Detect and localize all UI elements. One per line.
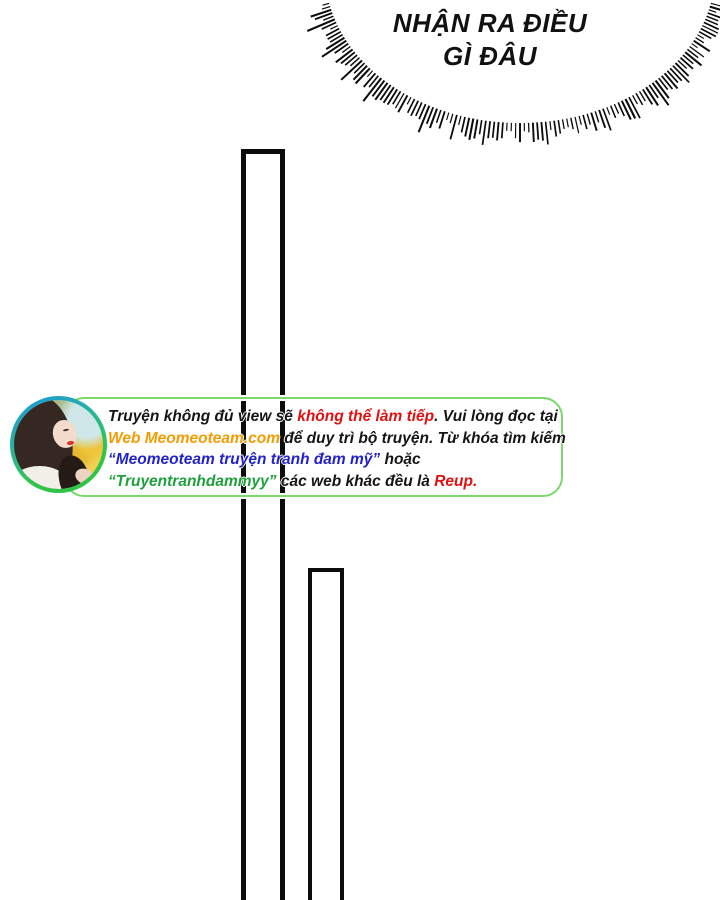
note-text-segment: Reup. [434,472,478,490]
note-text-segment: Web Meomeoteam.com [108,429,280,447]
panel-bar-left [241,149,285,900]
note-text-segment: . Vui lòng đọc tại [434,408,558,425]
speech-bubble-text [340,7,640,73]
avatar [10,396,107,493]
note-text-segment: để duy trì bộ truyện. Từ khóa tìm kiếm [279,429,566,447]
note-text-segment: “Meomeoteam truyện tranh đam mỹ” [108,451,381,468]
note-line [108,449,556,471]
note-line [108,406,556,428]
note-text-segment: các web khác đều là [276,472,435,490]
note-text-segment: “Truyentranhdammyy” [108,472,277,490]
girl-photo-avatar-icon [14,400,103,489]
note-line [108,471,556,493]
panel-bar-right [308,568,344,900]
speech-line-1: NHẬN RA ĐIỀU [392,8,588,38]
translator-note-box [64,397,566,497]
note-text-segment: Truyện không đủ view sẽ [108,408,298,425]
speech-line-2: GÌ ĐÂU [443,41,537,71]
translator-note-text [108,406,566,492]
note-line [108,428,566,450]
note-text-segment: hoặc [380,451,421,468]
note-text-segment: không thể làm tiếp [297,408,435,425]
